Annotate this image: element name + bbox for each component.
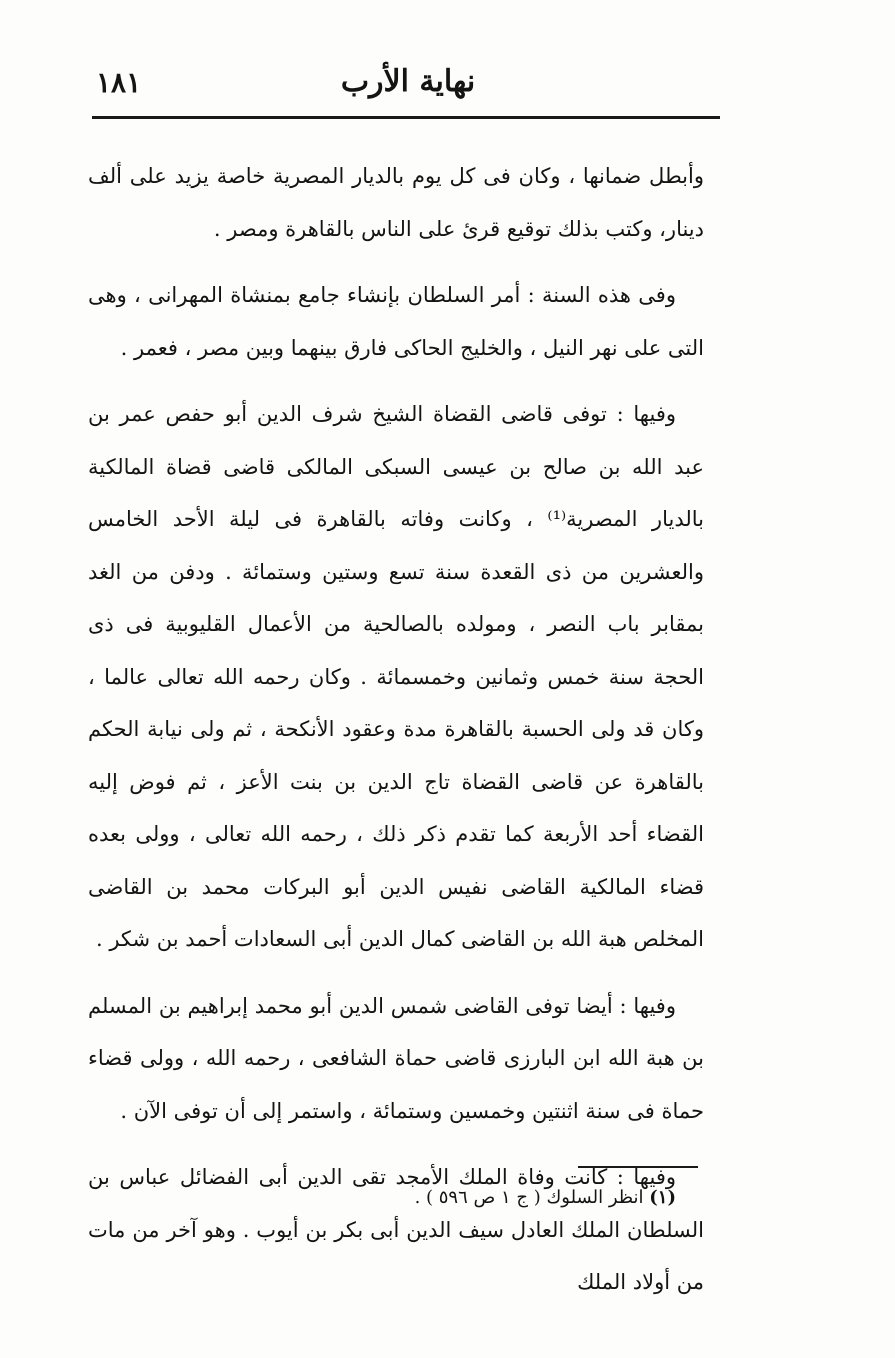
footnote-marker: (١) — [649, 1187, 676, 1208]
paragraph-5: وفيها : كانت وفاة الملك الأمجد تقى الدين أبى الفضائل عباس بن السلطان الملك العادل سيف الدين أبى بكر بن أيوب . وهو آخر من مات من أولاد الملك — [88, 1165, 704, 1294]
paragraph-3: وفيها : توفى قاضى القضاة الشيخ شرف الدين أبو حفص عمر بن عبد الله بن صالح بن عيسى السبكى المالكى قاضى قضاة المالكية بالديار المصرية⁽¹⁾ ، وكانت وفاته بالقاهرة فى ليلة الأحد الخامس والعشرين من ذى القعدة سنة تسع وستين وستمائة . ودفن من الغد بمقابر باب النصر ، ومولده بالصالحية من الأعمال القليوبية فى ذى الحجة سنة خمس وثمانين وخمسمائة . وكان رحمه الله تعالى عالما ، وكان قد ولى الحسبة بالقاهرة مدة وعقود الأنكحة ، ثم ولى نيابة الحكم بالقاهرة عن قاضى القضاة تاج الدين بن بنت الأعز ، ثم فوض إليه القضاء أحد الأربعة كما تقدم ذكر ذلك ، رحمه الله تعالى ، وولى بعده قضاء المالكية القاضى نفيس الدين أبو البركات محمد بن القاضى المخلص هبة الله بن القاضى كمال الدين أبى السعادات أحمد بن شكر . — [88, 402, 704, 951]
footnote — [300, 1180, 676, 1216]
paragraph-4: وفيها : أيضا توفى القاضى شمس الدين أبو محمد إبراهيم بن المسلم بن هبة الله ابن البارزى قاضى حماة الشافعى ، رحمه الله ، وولى قضاء حماة فى سنة اثنتين وخمسين وستمائة ، واستمر إلى أن توفى الآن . — [88, 993, 704, 1123]
page-header — [96, 60, 720, 112]
footnote-text: انظر السلوك ( ج ١ ص ٥٩٦ ) . — [414, 1187, 644, 1208]
main-text — [88, 150, 704, 1309]
page-number: ١٨١ — [96, 66, 142, 99]
paragraph-2: وفى هذه السنة : أمر السلطان بإنشاء جامع بمنشاة المهرانى ، وهى التى على نهر النيل ، والخليج الحاكى فارق بينهما وبين مصر ، فعمر . — [88, 283, 704, 360]
running-title: نهاية الأرب — [340, 64, 476, 99]
footnote-rule — [578, 1166, 698, 1168]
paragraph-1: وأبطل ضمانها ، وكان فى كل يوم بالديار المصرية خاصة يزيد على ألف دينار، وكتب بذلك توقيع قرئ على الناس بالقاهرة ومصر . — [88, 164, 704, 241]
header-rule — [92, 116, 720, 119]
